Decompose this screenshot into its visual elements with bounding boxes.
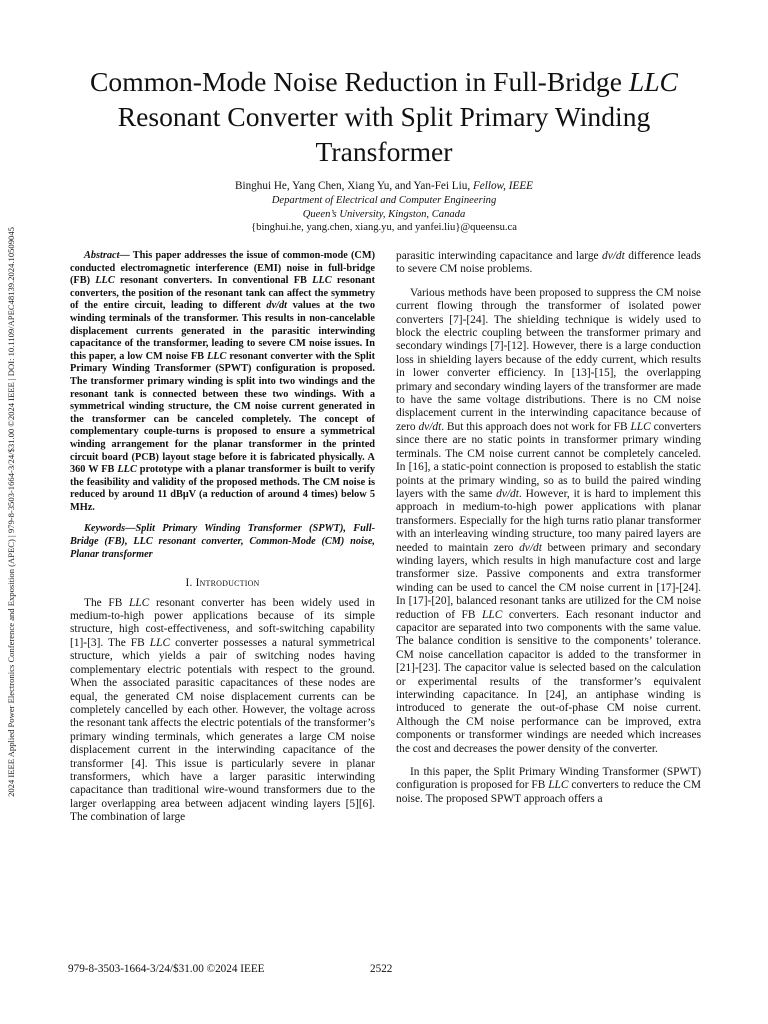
body-text: parasitic interwinding capacitance and large — [396, 250, 603, 262]
abstract — [70, 250, 375, 514]
body-text: converters to reduce the CM noise. The proposed SPWT approach offers a — [396, 779, 702, 805]
title-text-1: Common-Mode Noise Reduction in Full-Bridge — [90, 66, 629, 97]
right-paragraph-3 — [396, 766, 701, 806]
intro-llc: LLC — [129, 596, 150, 609]
title-text-2: Resonant Converter with Split Primary Winding Transformer — [117, 101, 651, 167]
body-text: In this paper, the Split Primary Winding Transformer (SPWT) configuration is proposed for FB — [396, 766, 701, 792]
body-text: . But this approach does not work for FB — [441, 420, 631, 433]
body-dvdt: dv/dt — [496, 487, 519, 500]
abstract-text: resonant converters, the position of the resonant tank can affect the symmetry of the entire circuit, leading to different — [70, 275, 375, 312]
abstract-text: prototype with a planar transformer is built to verify the feasibility and validity of the proposed methods. The CM noise is reduced by around 11 dBμV (a reduction of around 4 times) below 5 MHz. — [70, 464, 375, 513]
left-column — [70, 250, 375, 825]
intro-paragraph — [70, 597, 375, 825]
body-dvdt: dv/dt — [519, 541, 542, 554]
author-fellow: Fellow, IEEE — [472, 180, 533, 192]
abstract-dvdt: dv/dt — [266, 300, 288, 312]
right-column — [396, 250, 701, 806]
side-citation-text: 2024 IEEE Applied Power Electronics Conference and Exposition (APEC) | 979-8-3503-1664-3/24/$31.00 ©2024 IEEE | DOI: 10.1109/APEC48139.2024.10509045 — [6, 227, 16, 797]
abstract-llc: LLC — [312, 275, 332, 287]
abstract-text: values at the two winding terminals of the transformer. This results in non-cancelable displacement currents generated in the parasitic interwinding capacitance of the transformer, leading to severe CM noise issues. In this paper, a low CM noise FB — [70, 300, 375, 362]
right-paragraph-2 — [396, 287, 701, 756]
body-text: . However, it is hard to implement this approach in medium-to-high power applications with planar transformers. Especially for the high turns ratio planar transformer with an interleaving winding structure, too many paired layers are needed to maintain zero — [396, 487, 701, 554]
author-names: Binghui He, Yang Chen, Xiang Yu, and Yan-Fei Liu, — [235, 180, 473, 192]
section-heading-introduction — [70, 577, 375, 590]
body-text: converters. Each resonant inductor and capacitor are separated into two components with the same value. The balance condition is sensitive to the components’ tolerance. CM noise cancellation capacitor is added to the transformer in [21]-[23]. The capacitor value is selected based on the calculation or experimental results of the transformer’s equivalent interwinding capacitance. In [24], an antiphase winding is introduced to generate the out-of-phase CM noise current. Although the CM noise performance can be improved, extra components or transformer windings are needed which increases the cost and decreases the power density of the converter. — [396, 608, 702, 755]
body-text: converters since there are no static points in transformer primary winding terminals. The CM noise current cannot be completely canceled. In [16], a static-point connection is proposed to establish the static points at the primary winding, so as to build the paired winding layers with the same — [396, 420, 702, 500]
abstract-text: This paper addresses the issue of common-mode (CM) conducted electromagnetic interference (EMI) noise in full-bridge (FB) — [70, 250, 375, 287]
title-llc: LLC — [628, 66, 678, 97]
intro-text: converter possesses a natural symmetrical structure, which yields a pair of switching nodes having complementary electric potentials with respect to the ground. When the associated parasitic capacitances of these nodes are equal, the generated CM noise displacement currents can be completely cancelled by each other. However, the voltage across the resonant tank affects the electric potentials of the transformer’s primary winding terminals, which generates a large CM noise displacement current in the interwinding capacitance of the transformer [4]. This issue is particularly severe in planar transformers, which have a larger parasitic interwinding capacitance than traditional wire-wound transformers due to the larger overlapping area between adjacent winding layers [5][6]. The combination of large — [70, 636, 375, 824]
abstract-llc: LLC — [117, 464, 137, 476]
side-citation-strip — [4, 0, 18, 1024]
keywords: Keywords—Split Primary Winding Transformer (SPWT), Full-Bridge (FB), LLC resonant converter, Common-Mode (CM) noise, Planar transformer — [70, 523, 375, 560]
author-emails: {binghui.he, yang.chen, xiang.yu, and yanfei.liu}@queensu.ca — [251, 222, 517, 233]
intro-text: The FB — [84, 596, 129, 609]
footer-copyright: 979-8-3503-1664-3/24/$31.00 ©2024 IEEE — [68, 963, 265, 975]
department: Department of Electrical and Computer Engineering — [271, 195, 497, 206]
university: Queen’s University, Kingston, Canada — [302, 209, 466, 220]
body-dvdt: dv/dt — [602, 250, 625, 262]
abstract-lead: Abstract— — [84, 250, 130, 261]
body-llc: LLC — [630, 420, 651, 433]
body-text: difference leads to severe CM noise problems. — [396, 250, 701, 276]
body-text: between primary and secondary winding layers, which results in high manufacture cost and large transformer size. Passive components and extra transformer winding can be used to cancel the CM noise current in [17]-[24]. In [17]-[20], balanced resonant tanks are utilized for the CM noise reduction of FB — [396, 541, 701, 621]
body-dvdt: dv/dt — [418, 420, 442, 433]
intro-text: resonant converter has been widely used in medium-to-high power applications because of its simple structure, high cost-effectiveness, and soft-switching capability [1]-[3]. The FB — [70, 596, 376, 649]
section-number: I. — [185, 577, 196, 590]
page-number: 2522 — [370, 963, 393, 975]
abstract-llc: LLC — [206, 350, 227, 362]
body-text: Various methods have been proposed to suppress the CM noise current flowing through the transformer of isolated power converters [7]-[24]. The shielding technique is widely used to block the electric coupling between the transformer primary and secondary windings [7]-[12]. However, there is a large conduction loss in shielding layers because of the eddy current, which results in lower converter efficiency. In [13]-[15], the overlapping primary and secondary winding layers of the transformer are made to have the same voltage distributions. There is no CM noise displacement current in the interwinding capacitance because of zero — [396, 286, 701, 433]
abstract-text: resonant converters. In conventional FB — [114, 275, 313, 287]
paper-title — [60, 64, 708, 169]
body-llc: LLC — [482, 608, 503, 621]
body-llc: LLC — [548, 779, 569, 792]
abstract-llc: LLC — [95, 275, 115, 287]
intro-llc: LLC — [149, 636, 171, 649]
right-paragraph-1 — [396, 250, 701, 277]
authors-line — [0, 179, 768, 193]
section-title: Introduction — [195, 577, 260, 590]
abstract-text: resonant converter with the Split Primary Winding Transformer (SPWT) configuration is proposed. The transformer primary winding is split into two windings and the resonant tank is connected between these two windings. With a symmetrical winding structure, the CM noise current generated in the transformer can be canceled completely. The concept of complementary couple-turns is proposed to ensure a symmetrical winding arrangement for the planar transformer in the printed circuit board (PCB) layout stage before it is fabricated physically. A 360 W FB — [70, 350, 375, 476]
